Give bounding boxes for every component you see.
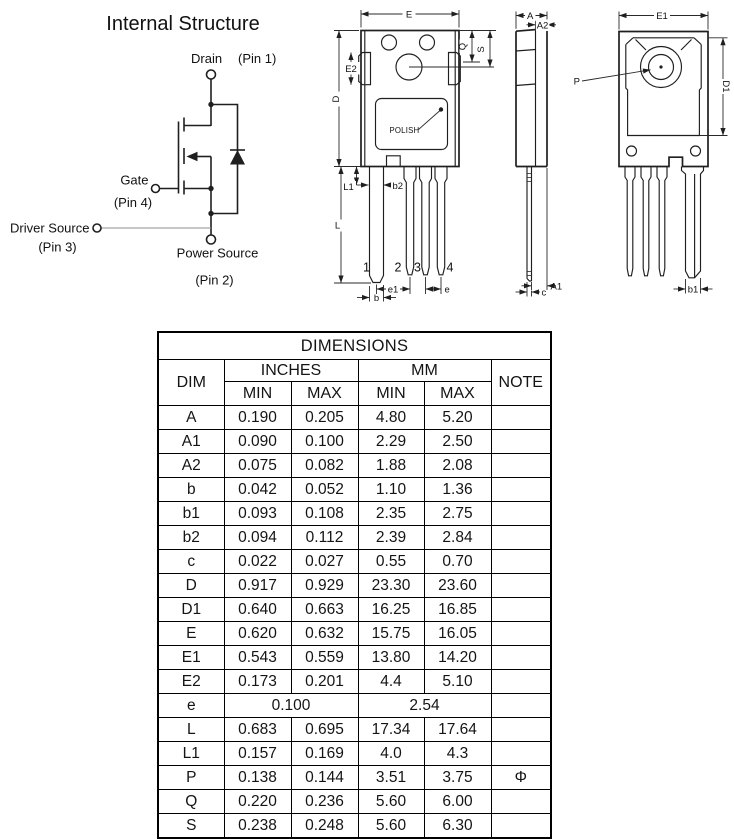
dim-cell: E — [158, 622, 224, 646]
mm-min-cell: 2.35 — [358, 502, 424, 526]
inch-max-cell: 0.205 — [291, 406, 358, 430]
pin-4 — [435, 167, 447, 275]
mm-max-cell: 4.3 — [424, 742, 491, 766]
mm-max-cell: 2.50 — [424, 430, 491, 454]
note-cell — [491, 718, 551, 742]
note-cell — [491, 430, 551, 454]
col-header-mm-min: MIN — [358, 382, 424, 406]
mm-min-cell: 4.80 — [358, 406, 424, 430]
note-cell — [491, 646, 551, 670]
table-row-b1 — [158, 502, 551, 526]
mm-min-cell: 13.80 — [358, 646, 424, 670]
dim-cell: E1 — [158, 646, 224, 670]
dim-cell: S — [158, 814, 224, 839]
mm-max-cell: 17.64 — [424, 718, 491, 742]
circuit-linework — [93, 70, 245, 244]
polish-area — [376, 99, 448, 150]
mm-min-cell: 23.30 — [358, 574, 424, 598]
inch-min-cell: 0.042 — [224, 478, 291, 502]
inch-min-cell: 0.917 — [224, 574, 291, 598]
inch-max-cell: 0.248 — [291, 814, 358, 839]
dim-label-l1: L1 — [343, 182, 354, 193]
gate-pin-label: (Pin 4) — [113, 195, 153, 210]
mm-max-cell: 14.20 — [424, 646, 491, 670]
inch-max-cell: 0.108 — [291, 502, 358, 526]
package-drawings — [0, 0, 734, 328]
mm-max-cell: 6.30 — [424, 814, 491, 839]
mm-max-cell: 2.08 — [424, 454, 491, 478]
inch-min-cell: 0.157 — [224, 742, 291, 766]
back-pin-1 — [682, 167, 704, 278]
dim-label-a2: A2 — [536, 20, 549, 32]
mm-min-cell: 4.4 — [358, 670, 424, 694]
dim-cell: c — [158, 550, 224, 574]
inch-min-cell: 0.220 — [224, 790, 291, 814]
internal-structure-title: Internal Structure — [106, 13, 260, 35]
pin-2 — [404, 167, 416, 275]
pin-1 — [370, 167, 384, 283]
table-row-E — [158, 622, 551, 646]
inch-min-cell: 0.238 — [224, 814, 291, 839]
mm-min-cell: 0.55 — [358, 550, 424, 574]
dim-cell: b2 — [158, 526, 224, 550]
note-cell — [491, 790, 551, 814]
inch-max-cell: 0.027 — [291, 550, 358, 574]
inch-min-cell: 0.190 — [224, 406, 291, 430]
dim-cell: b — [158, 478, 224, 502]
dim-cell: A — [158, 406, 224, 430]
dim-label-p: P — [573, 76, 580, 88]
driver-source-pin-label: (Pin 3) — [38, 239, 77, 255]
table-row-Q — [158, 790, 551, 814]
package-side-view — [516, 10, 563, 298]
dim-label-a: A — [527, 10, 534, 22]
dim-cell: b1 — [158, 502, 224, 526]
dim-cell: A1 — [158, 430, 224, 454]
table-row-A1 — [158, 430, 551, 454]
mm-max-cell: 16.05 — [424, 622, 491, 646]
pin-number-3: 3 — [414, 260, 421, 275]
dimensions-table — [157, 331, 552, 839]
mm-max-cell: 5.10 — [424, 670, 491, 694]
table-row-E1 — [158, 646, 551, 670]
mm-min-cell: 1.10 — [358, 478, 424, 502]
dim-label-a1: A1 — [550, 281, 563, 293]
inch-min-cell: 0.620 — [224, 622, 291, 646]
col-header-mm-max: MAX — [424, 382, 491, 406]
dim-label-l: L — [334, 220, 341, 232]
mm-min-cell: 17.34 — [358, 718, 424, 742]
power-source-pin-label: (Pin 2) — [195, 272, 234, 288]
note-cell — [491, 598, 551, 622]
mm-min-cell: 15.75 — [358, 622, 424, 646]
dim-cell: e — [158, 694, 224, 718]
inch-max-cell: 0.929 — [291, 574, 358, 598]
inch-min-cell: 0.138 — [224, 766, 291, 790]
dim-label-e-pitch: e — [444, 284, 450, 296]
driver-source-label: Driver Source — [10, 220, 90, 236]
inch-min-cell: 0.094 — [224, 526, 291, 550]
col-header-inch-max: MAX — [291, 382, 358, 406]
mm-max-cell: 5.20 — [424, 406, 491, 430]
dim-cell: Q — [158, 790, 224, 814]
dim-label-s: S — [475, 46, 487, 53]
inch-min-cell: 0.090 — [224, 430, 291, 454]
mm-min-cell: 5.60 — [358, 814, 424, 839]
inch-span-cell: 0.100 — [224, 694, 358, 718]
mm-max-cell: 2.75 — [424, 502, 491, 526]
dim-label-b: b — [373, 293, 380, 304]
note-cell — [491, 574, 551, 598]
front-view-linework — [334, 10, 496, 302]
top-hole-right — [420, 35, 435, 50]
dim-label-e-width: E — [405, 9, 413, 21]
pin-number-1: 1 — [363, 260, 370, 275]
mm-max-cell: 16.85 — [424, 598, 491, 622]
mm-max-cell: 23.60 — [424, 574, 491, 598]
table-row-L — [158, 718, 551, 742]
col-header-inch-min: MIN — [224, 382, 291, 406]
dim-cell: P — [158, 766, 224, 790]
mm-min-cell: 16.25 — [358, 598, 424, 622]
dim-cell: D — [158, 574, 224, 598]
driver-source-terminal — [93, 224, 101, 232]
polish-label: POLISH — [389, 126, 420, 135]
top-hole-left — [382, 35, 397, 50]
table-row-c — [158, 550, 551, 574]
dim-label-c: c — [541, 287, 547, 299]
heatsink-pad — [626, 38, 701, 136]
drain-pin-label: (Pin 1) — [238, 51, 277, 66]
gate-label: Gate — [120, 172, 149, 188]
inch-max-cell: 0.052 — [291, 478, 358, 502]
inch-max-cell: 0.236 — [291, 790, 358, 814]
mm-min-cell: 2.39 — [358, 526, 424, 550]
mm-max-cell: 0.70 — [424, 550, 491, 574]
table-title-row — [158, 332, 551, 360]
col-header-inches: INCHES — [224, 360, 358, 382]
dim-label-e2: E2 — [345, 63, 357, 75]
note-cell — [491, 814, 551, 839]
mm-max-cell: 2.84 — [424, 526, 491, 550]
inch-max-cell: 0.112 — [291, 526, 358, 550]
inch-max-cell: 0.144 — [291, 766, 358, 790]
dim-label-d: D — [331, 95, 342, 103]
inch-max-cell: 0.100 — [291, 430, 358, 454]
table-row-S — [158, 814, 551, 839]
dim-label-e1-back: E1 — [656, 11, 668, 22]
mm-min-cell: 2.29 — [358, 430, 424, 454]
dim-cell: D1 — [158, 598, 224, 622]
col-header-note: NOTE — [491, 360, 551, 406]
note-cell — [491, 478, 551, 502]
dim-label-d1: D1 — [720, 80, 731, 93]
inch-min-cell: 0.075 — [224, 454, 291, 478]
note-cell-phi: Φ — [491, 766, 551, 790]
mm-max-cell: 1.36 — [424, 478, 491, 502]
inch-max-cell: 0.201 — [291, 670, 358, 694]
note-cell — [491, 550, 551, 574]
inch-max-cell: 0.082 — [291, 454, 358, 478]
power-source-terminal — [207, 235, 216, 244]
package-back-view — [574, 10, 731, 296]
inch-min-cell: 0.093 — [224, 502, 291, 526]
mm-min-cell: 5.60 — [358, 790, 424, 814]
inch-max-cell: 0.663 — [291, 598, 358, 622]
pin-number-4: 4 — [446, 260, 454, 275]
note-cell — [491, 406, 551, 430]
mosfet-body-arrow — [187, 152, 198, 161]
dim-label-b2: b2 — [392, 180, 404, 192]
dim-label-e1-front: e1 — [387, 284, 399, 296]
inch-max-cell: 0.632 — [291, 622, 358, 646]
note-cell — [491, 694, 551, 718]
inch-max-cell: 0.695 — [291, 718, 358, 742]
back-view-linework — [582, 12, 728, 294]
table-row-L1 — [158, 742, 551, 766]
back-pin-4 — [625, 167, 635, 276]
note-cell — [491, 526, 551, 550]
dim-cell: E2 — [158, 670, 224, 694]
mm-min-cell: 1.88 — [358, 454, 424, 478]
table-row-b — [158, 478, 551, 502]
note-cell — [491, 742, 551, 766]
dim-cell: L1 — [158, 742, 224, 766]
inch-min-cell: 0.543 — [224, 646, 291, 670]
note-cell — [491, 502, 551, 526]
col-header-dim: DIM — [158, 360, 224, 406]
table-row-e — [158, 694, 551, 718]
internal-structure-diagram — [10, 13, 276, 288]
note-cell — [491, 454, 551, 478]
note-cell — [491, 622, 551, 646]
package-front-view — [331, 9, 496, 305]
power-source-label: Power Source — [176, 245, 259, 261]
mm-max-cell: 3.75 — [424, 766, 491, 790]
side-view-linework — [516, 12, 557, 297]
body-diode — [230, 150, 245, 165]
dim-cell: A2 — [158, 454, 224, 478]
back-pin-3 — [641, 167, 651, 276]
table-header-units-row — [158, 360, 551, 382]
inch-min-cell: 0.640 — [224, 598, 291, 622]
bottom-tab — [387, 156, 401, 167]
table-row-E2 — [158, 670, 551, 694]
note-cell — [491, 670, 551, 694]
mm-span-cell: 2.54 — [358, 694, 491, 718]
mm-max-cell: 6.00 — [424, 790, 491, 814]
bottom-hole-left — [627, 146, 637, 156]
table-title: DIMENSIONS — [158, 332, 551, 360]
back-pin-2 — [657, 167, 667, 276]
inch-max-cell: 0.559 — [291, 646, 358, 670]
table-row-A2 — [158, 454, 551, 478]
bottom-hole-right — [691, 146, 701, 156]
drain-label: Drain — [191, 51, 223, 66]
table-row-A — [158, 406, 551, 430]
inch-min-cell: 0.683 — [224, 718, 291, 742]
inch-max-cell: 0.169 — [291, 742, 358, 766]
mm-min-cell: 4.0 — [358, 742, 424, 766]
mm-min-cell: 3.51 — [358, 766, 424, 790]
table-row-D — [158, 574, 551, 598]
dim-label-b1: b1 — [687, 284, 699, 296]
drain-terminal — [207, 70, 216, 79]
table-row-b2 — [158, 526, 551, 550]
inch-min-cell: 0.022 — [224, 550, 291, 574]
pin-number-2: 2 — [394, 260, 402, 275]
dim-cell: L — [158, 718, 224, 742]
pin-3 — [420, 167, 432, 275]
gate-terminal — [152, 185, 160, 193]
table-row-D1 — [158, 598, 551, 622]
dim-label-q: Q — [457, 42, 469, 51]
inch-min-cell: 0.173 — [224, 670, 291, 694]
col-header-mm: MM — [358, 360, 491, 382]
table-row-P — [158, 766, 551, 790]
